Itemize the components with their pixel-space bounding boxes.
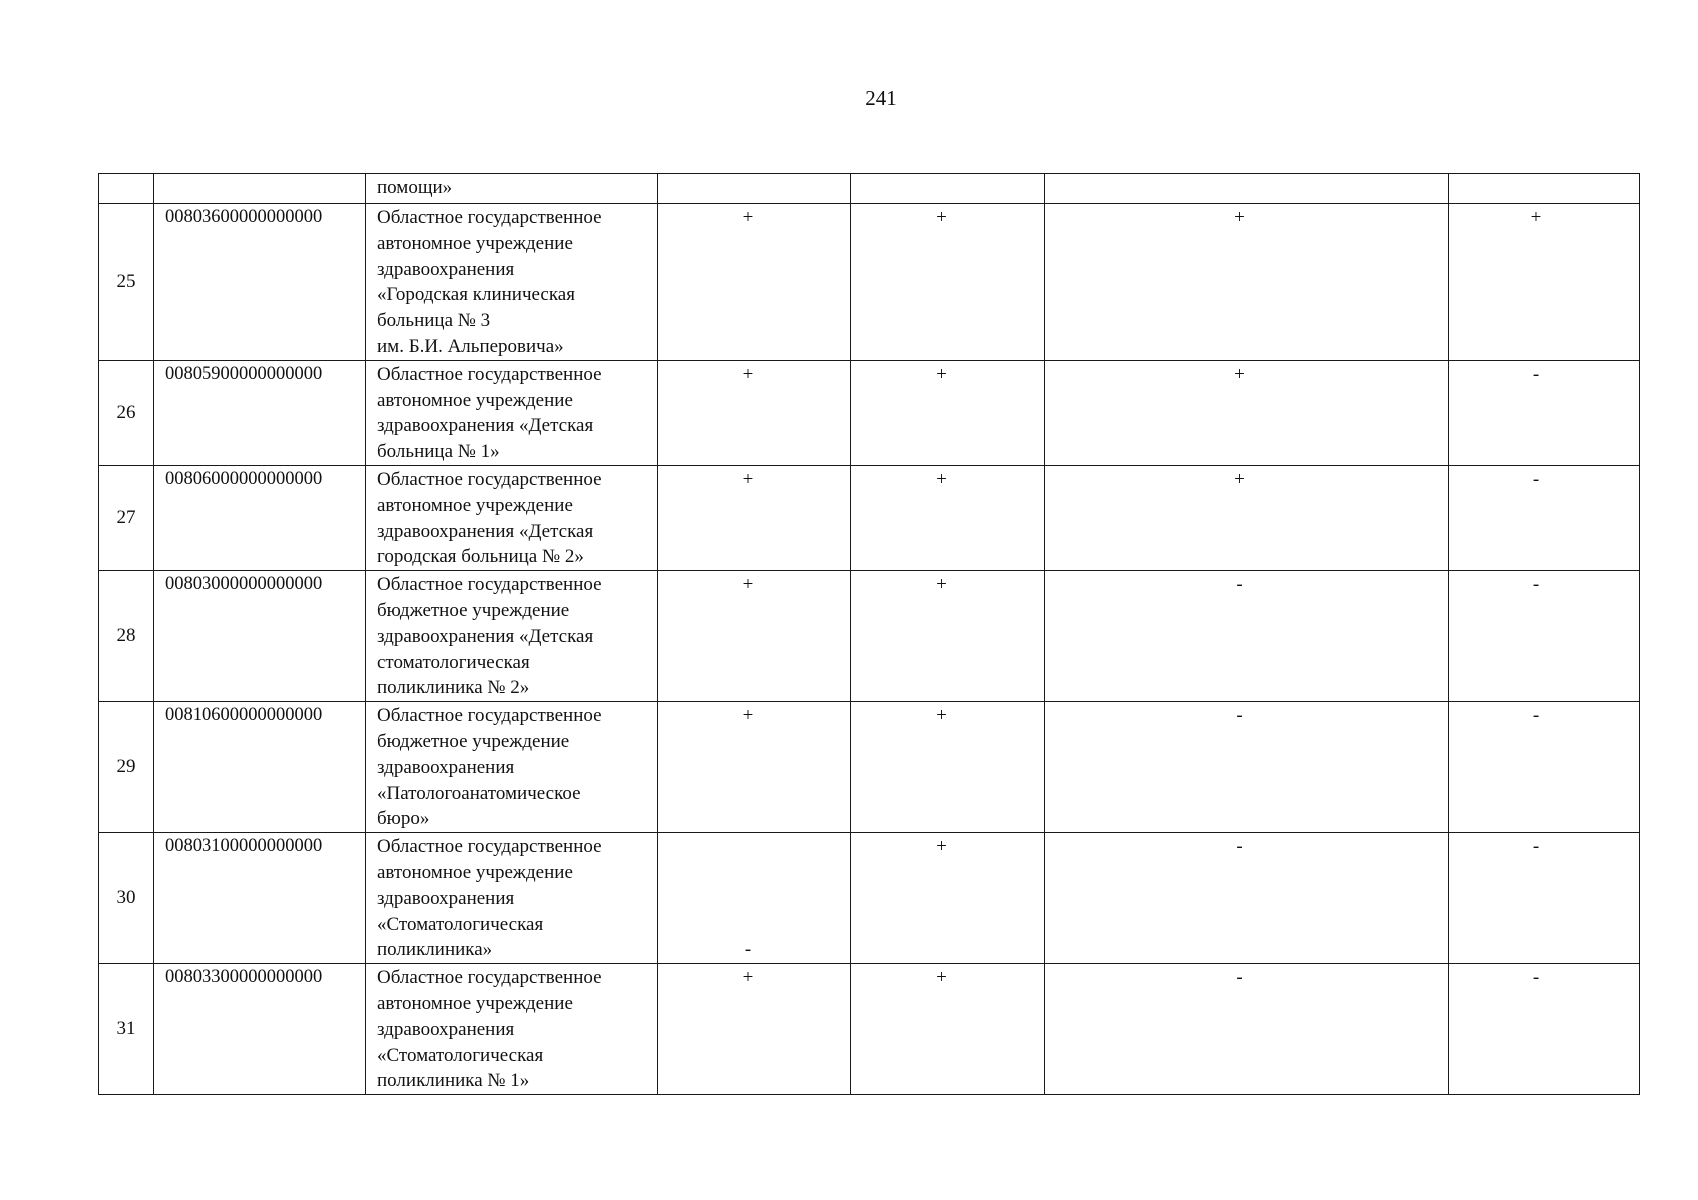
institution-name-line: Областное государственное: [377, 967, 602, 989]
institution-name-line: помощи»: [377, 177, 453, 198]
institution-name-line: городская больница № 2»: [377, 546, 584, 568]
mark-cell-2: [851, 360, 1045, 465]
institution-name-line: Областное государственное: [377, 468, 602, 490]
mark-value: +: [742, 574, 754, 596]
mark-value: +: [742, 705, 754, 727]
mark-cell-1: [658, 465, 851, 570]
mark-cell-1: [658, 360, 851, 465]
table-row: [99, 964, 1640, 1095]
institution-name-line: Областное государственное: [377, 574, 602, 596]
table-body: [99, 174, 1640, 1095]
mark-cell-3: [1045, 702, 1449, 833]
mark-value: +: [742, 363, 754, 385]
mark-cell-2: [851, 702, 1045, 833]
mark-cell-2: [851, 571, 1045, 702]
institution-name-line: «Стоматологическая: [377, 913, 544, 935]
institution-name-line: Областное государственное: [377, 836, 602, 858]
institution-name-line: Областное государственное: [377, 207, 602, 228]
institution-name-line: здравоохранения: [377, 258, 515, 280]
institution-name-line: больница № 1»: [377, 441, 500, 463]
row-number: 28: [99, 571, 154, 702]
table-row: [99, 702, 1640, 833]
mark-cell-4: [1449, 702, 1640, 833]
mark-value: -: [1236, 836, 1243, 858]
mark-value: +: [936, 836, 947, 858]
table-row: [99, 360, 1640, 465]
institution-code: 00803000000000000: [154, 571, 366, 702]
mark-cell-1: [658, 964, 851, 1095]
institution-name-line: автономное учреждение: [377, 992, 573, 1014]
mark-cell-3: [1045, 204, 1449, 361]
mark-value: +: [1530, 207, 1542, 228]
mark-cell-4: [1449, 833, 1640, 964]
institution-name: [366, 204, 658, 361]
institution-name: [366, 174, 658, 204]
institution-name: [366, 964, 658, 1095]
mark-value: +: [742, 468, 754, 490]
institution-name-line: здравоохранения: [377, 887, 515, 909]
institution-name-line: бюро»: [377, 808, 430, 830]
institution-name-line: стоматологическая: [377, 651, 530, 673]
table-row-continuation: [99, 174, 1640, 204]
row-number: 26: [99, 360, 154, 465]
mark-cell-3: [1045, 833, 1449, 964]
institution-name-line: здравоохранения «Детская: [377, 520, 594, 542]
page-number: 241: [865, 86, 897, 110]
mark-cell-2: [851, 833, 1045, 964]
mark-cell-4: [1449, 204, 1640, 361]
mark-cell-1: [658, 702, 851, 833]
institution-name-line: «Патологоанатомическое: [377, 782, 581, 804]
mark-value: +: [742, 207, 754, 228]
mark-value: +: [936, 207, 947, 228]
mark-value: +: [936, 574, 947, 596]
mark-cell-2: [851, 465, 1045, 570]
mark-cell-1: [658, 833, 851, 964]
institution-name-line: «Городская клиническая: [377, 284, 575, 306]
institution-name-line: больница № 3: [377, 310, 491, 332]
institution-code: 00810600000000000: [154, 702, 366, 833]
row-number: 27: [99, 465, 154, 570]
mark-value: -: [1532, 574, 1540, 596]
row-number: 30: [99, 833, 154, 964]
institution-name-line: «Стоматологическая: [377, 1044, 544, 1066]
mark-value: +: [1234, 207, 1245, 228]
mark-value: +: [1234, 363, 1245, 385]
institution-name-line: поликлиника № 1»: [377, 1070, 530, 1092]
mark-cell-1: [658, 204, 851, 361]
institution-name: [366, 360, 658, 465]
institution-code: 00803100000000000: [154, 833, 366, 964]
institution-name-line: автономное учреждение: [377, 494, 573, 516]
institution-name-line: поликлиника»: [377, 939, 493, 961]
institution-code: 00803600000000000: [154, 204, 366, 361]
mark-value: +: [742, 967, 754, 989]
mark-value: -: [744, 939, 752, 961]
mark-cell-4: [1449, 174, 1640, 204]
mark-cell-2: [851, 204, 1045, 361]
institution-name: [366, 465, 658, 570]
mark-value: -: [1236, 705, 1243, 727]
institution-name-line: им. Б.И. Альперовича»: [377, 335, 564, 357]
institution-code: 00806000000000000: [154, 465, 366, 570]
institution-name-line: бюджетное учреждение: [377, 730, 570, 752]
mark-value: -: [1236, 574, 1243, 596]
mark-value: -: [1532, 836, 1540, 858]
institution-name-line: здравоохранения: [377, 756, 515, 778]
institution-name-line: здравоохранения: [377, 1018, 515, 1040]
institution-name-line: здравоохранения «Детская: [377, 625, 594, 647]
institution-name-line: автономное учреждение: [377, 389, 573, 411]
mark-cell-4: [1449, 571, 1640, 702]
mark-value: -: [1532, 967, 1540, 989]
institution-code: 00803300000000000: [154, 964, 366, 1095]
mark-value: -: [1532, 705, 1540, 727]
institution-name: [366, 833, 658, 964]
institution-name-line: автономное учреждение: [377, 861, 573, 883]
mark-value: -: [1532, 363, 1540, 385]
institution-name: [366, 571, 658, 702]
table-row: [99, 465, 1640, 570]
row-number: [99, 174, 154, 204]
table-row: [99, 204, 1640, 361]
mark-value: +: [936, 363, 947, 385]
mark-cell-3: [1045, 465, 1449, 570]
institutions-table: [98, 173, 1640, 1095]
row-number: 25: [99, 204, 154, 361]
mark-cell-3: [1045, 571, 1449, 702]
mark-value: +: [936, 705, 947, 727]
mark-cell-3: [1045, 360, 1449, 465]
row-number: 31: [99, 964, 154, 1095]
mark-value: -: [1532, 468, 1540, 490]
institution-name-line: здравоохранения «Детская: [377, 415, 594, 437]
mark-value: +: [1234, 468, 1245, 490]
institution-name-line: Областное государственное: [377, 705, 602, 727]
mark-cell-4: [1449, 964, 1640, 1095]
mark-value: +: [936, 468, 947, 490]
institution-code: 00805900000000000: [154, 360, 366, 465]
mark-cell-3: [1045, 964, 1449, 1095]
mark-cell-1: [658, 174, 851, 204]
table-row: [99, 833, 1640, 964]
mark-cell-3: [1045, 174, 1449, 204]
mark-cell-2: [851, 174, 1045, 204]
institution-name: [366, 702, 658, 833]
row-number: 29: [99, 702, 154, 833]
institution-code: [154, 174, 366, 204]
institution-name-line: бюджетное учреждение: [377, 599, 570, 621]
mark-cell-4: [1449, 465, 1640, 570]
institution-name-line: автономное учреждение: [377, 232, 573, 254]
institution-name-line: поликлиника № 2»: [377, 677, 530, 699]
mark-cell-1: [658, 571, 851, 702]
mark-value: -: [1236, 967, 1243, 989]
table-row: [99, 571, 1640, 702]
mark-cell-4: [1449, 360, 1640, 465]
institution-name-line: Областное государственное: [377, 363, 602, 385]
mark-value: +: [936, 967, 947, 989]
mark-cell-2: [851, 964, 1045, 1095]
